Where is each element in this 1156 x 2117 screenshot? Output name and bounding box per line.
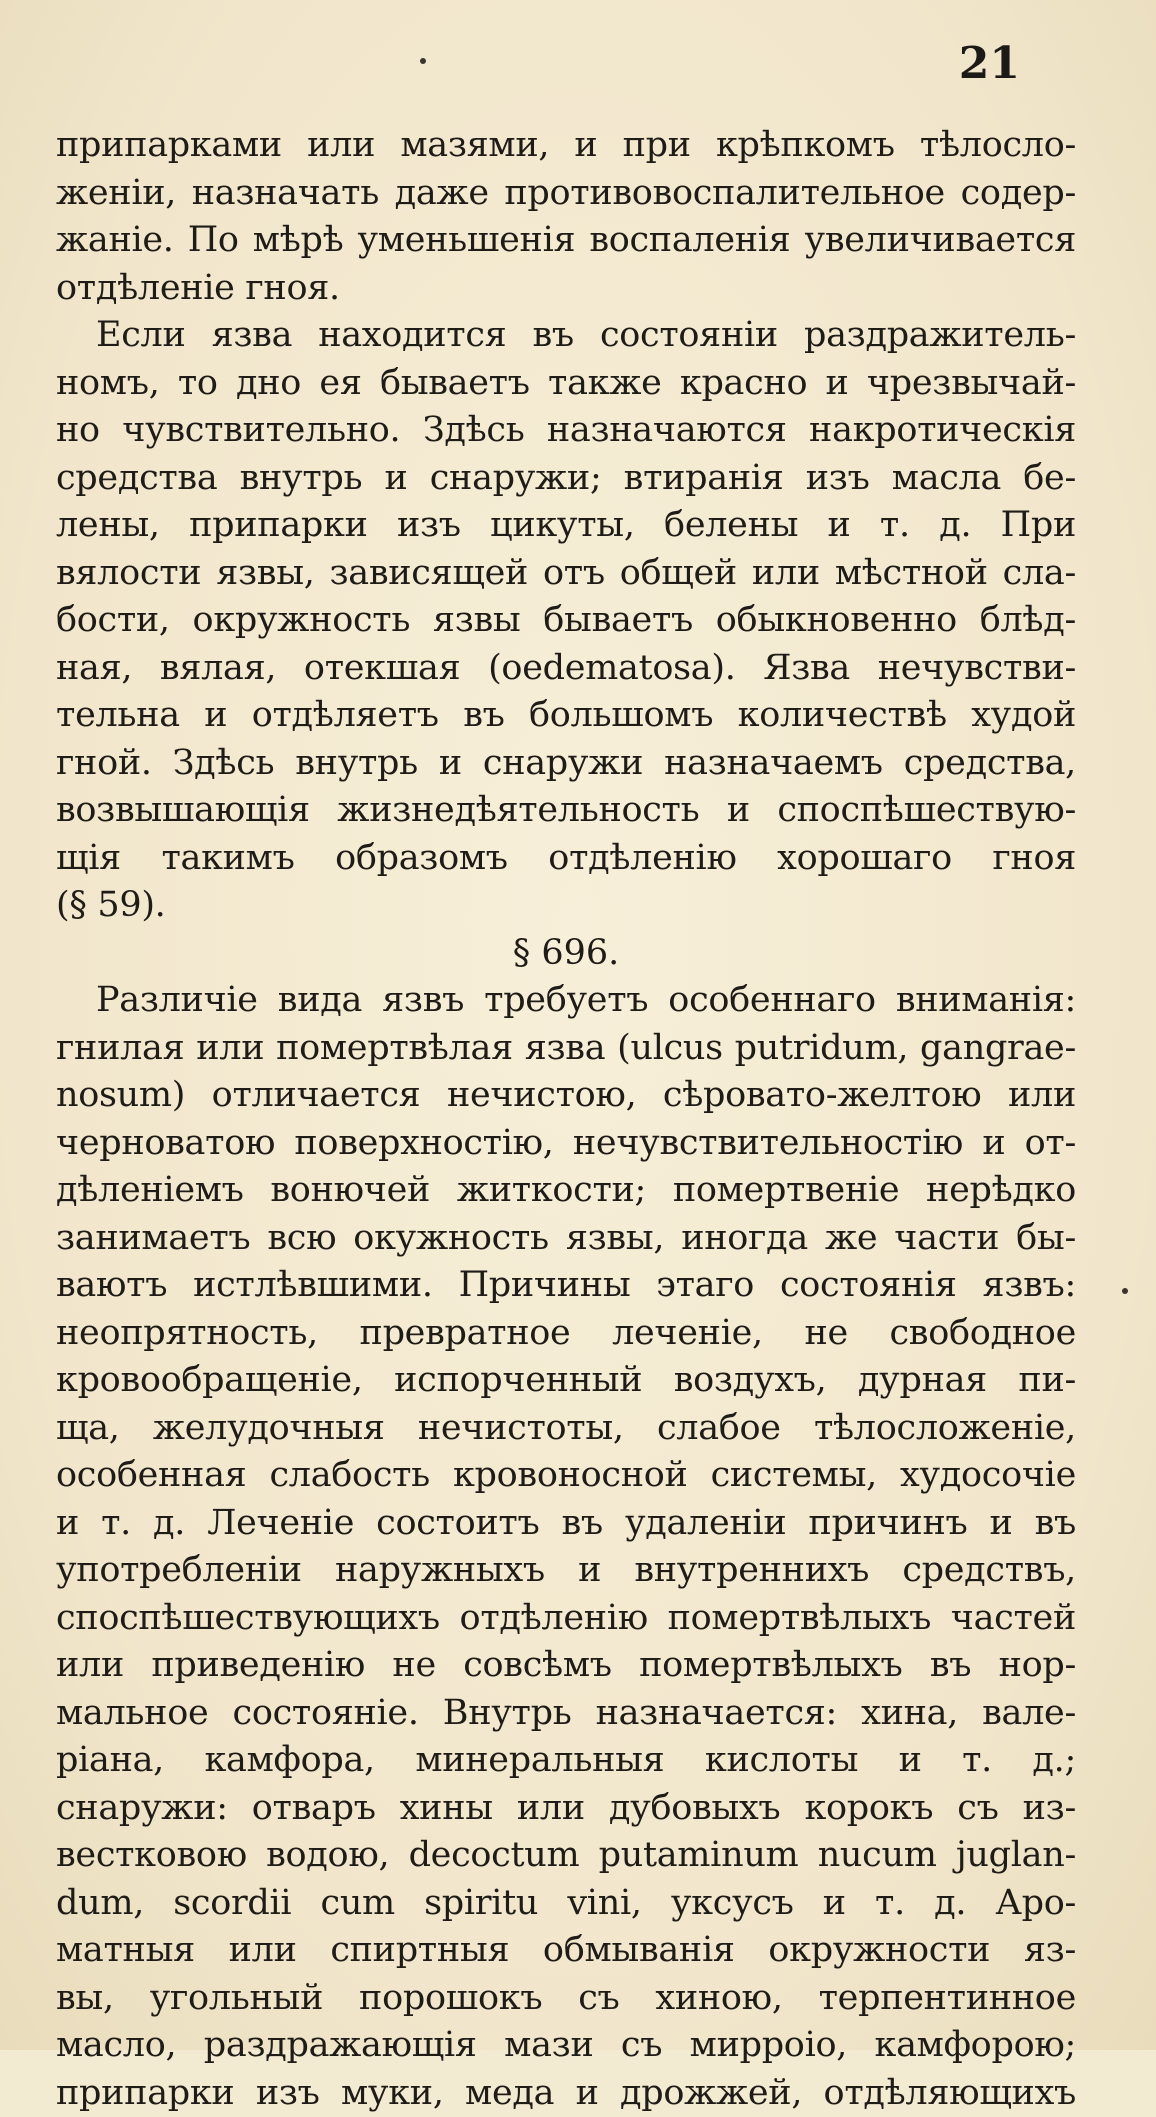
text-line: ща, желудочныя нечистоты, слабое тѣлосложеніе, [56, 1405, 1076, 1453]
text-line: dum, scordii cum spiritu vini, уксусъ и т. д. Аро- [56, 1880, 1076, 1928]
text-line: но чувствительно. Здѣсь назначаются накротическія [56, 407, 1076, 455]
text-line: Если язва находится въ состояніи раздражитель- [56, 312, 1076, 360]
text-line: тельна и отдѣляетъ въ большомъ количествѣ худой [56, 692, 1076, 740]
text-line: снаружи: отваръ хины или дубовыхъ корокъ съ из- [56, 1785, 1076, 1833]
text-line: и т. д. Леченіе состоитъ въ удаленіи причинъ и въ [56, 1500, 1076, 1548]
text-line: ная, вялая, отекшая (oedematosa). Язва нечувстви- [56, 645, 1076, 693]
text-block [56, 122, 1076, 2117]
text-line: возвышающія жизнедѣятельность и споспѣшествую- [56, 787, 1076, 835]
text-line: матныя или спиртныя обмыванія окружности яз- [56, 1927, 1076, 1975]
text-line: особенная слабость кровоносной системы, худосочіе [56, 1452, 1076, 1500]
text-line: Различіе вида язвъ требуетъ особеннаго вниманія: [56, 977, 1076, 1025]
text-line: вялости язвы, зависящей отъ общей или мѣстной сла- [56, 550, 1076, 598]
text-line: ріана, камфора, минеральныя кислоты и т. д.; [56, 1737, 1076, 1785]
text-line: кровообращеніе, испорченный воздухъ, дурная пи- [56, 1357, 1076, 1405]
text-line: споспѣшествующихъ отдѣленію помертвѣлыхъ частей [56, 1595, 1076, 1643]
page-number: 21 [959, 38, 1020, 89]
text-line: ваютъ истлѣвшими. Причины этаго состоянія язвъ: [56, 1262, 1076, 1310]
text-line: (§ 59). [56, 882, 1076, 930]
text-line: вестковою водою, decoctum putaminum nucum juglan- [56, 1832, 1076, 1880]
ink-speck [420, 58, 426, 64]
ink-speck [1122, 1288, 1128, 1294]
text-line: занимаетъ всю окужность язвы, иногда же части бы- [56, 1215, 1076, 1263]
text-line: масло, раздражающія мази съ мирроіо, камфорою; [56, 2022, 1076, 2070]
text-line: мальное состояніе. Внутрь назначается: хина, вале- [56, 1690, 1076, 1738]
text-line: дѣленіемъ вонючей житкости; помертвеніе нерѣдко [56, 1167, 1076, 1215]
text-line: или приведенію не совсѣмъ помертвѣлыхъ въ нор- [56, 1642, 1076, 1690]
text-line: неопрятность, превратное леченіе, не свободное [56, 1310, 1076, 1358]
text-line: черноватою поверхностію, нечувствительностію и от- [56, 1120, 1076, 1168]
text-line: щія такимъ образомъ отдѣленію хорошаго гноя [56, 835, 1076, 883]
text-line: бости, окружность язвы бываетъ обыкновенно блѣд- [56, 597, 1076, 645]
text-line: гнилая или помертвѣлая язва (ulcus putridum, gangrae- [56, 1025, 1076, 1073]
text-line: номъ, то дно ея бываетъ также красно и чрезвычай- [56, 360, 1076, 408]
text-line: припарки изъ муки, меда и дрожжей, отдѣляющихъ [56, 2070, 1076, 2117]
section-heading: § 696. [56, 930, 1076, 978]
text-line: nosum) отличается нечистою, сѣровато-желтою или [56, 1072, 1076, 1120]
text-line: вы, угольный порошокъ съ хиною, терпентинное [56, 1975, 1076, 2023]
text-line: женіи, назначать даже противовоспалительное содер- [56, 170, 1076, 218]
text-line: припарками или мазями, и при крѣпкомъ тѣлосло- [56, 122, 1076, 170]
text-line: употребленіи наружныхъ и внутреннихъ средствъ, [56, 1547, 1076, 1595]
text-line: отдѣленіе гноя. [56, 265, 1076, 313]
text-line: жаніе. По мѣрѣ уменьшенія воспаленія увеличивается [56, 217, 1076, 265]
text-line: средства внутрь и снаружи; втиранія изъ масла бе- [56, 455, 1076, 503]
text-line: лены, припарки изъ цикуты, белены и т. д. При [56, 502, 1076, 550]
text-line: гной. Здѣсь внутрь и снаружи назначаемъ средства, [56, 740, 1076, 788]
